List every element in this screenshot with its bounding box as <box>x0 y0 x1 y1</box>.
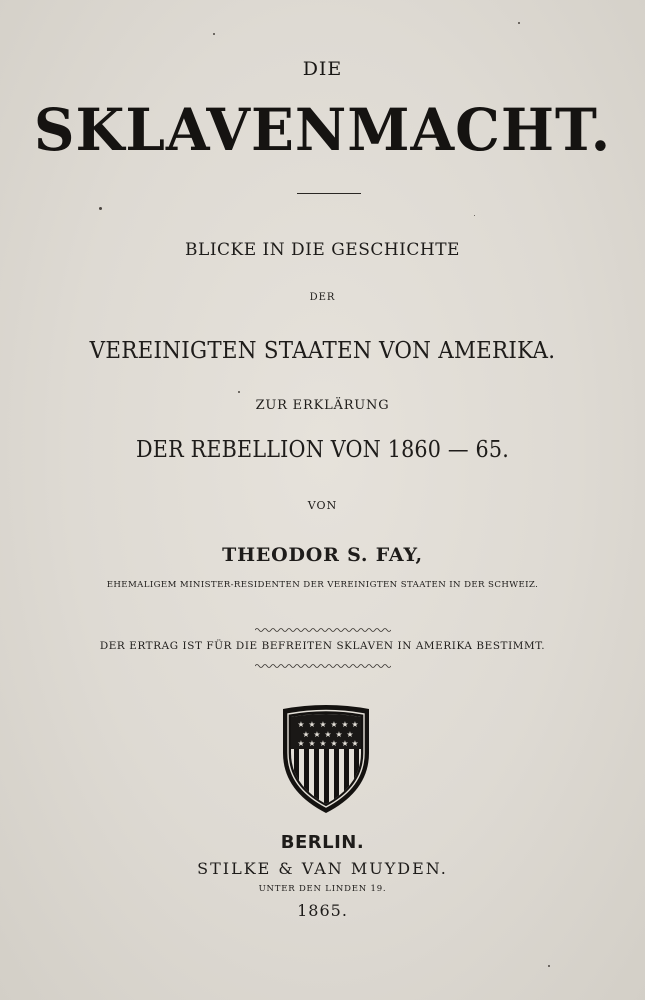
subtitle-line-1: BLICKE IN DIE GESCHICHTE <box>185 240 460 260</box>
svg-text:★: ★ <box>341 720 349 729</box>
pre-title: DIE <box>302 58 343 80</box>
author-name: THEODOR S. FAY, <box>222 544 423 566</box>
proceeds-note: DER ERTRAG IST FÜR DIE BEFREITEN SKLAVEN IN AMERIKA BESTIMMT. <box>99 640 546 652</box>
paper-speck <box>213 33 215 35</box>
main-title: SKLAVENMACHT. <box>33 96 612 164</box>
svg-text:★: ★ <box>313 730 321 739</box>
svg-text:★: ★ <box>351 720 359 729</box>
svg-text:★: ★ <box>341 739 349 748</box>
svg-text:★: ★ <box>319 720 327 729</box>
svg-text:★: ★ <box>330 720 338 729</box>
title-divider <box>297 193 361 194</box>
svg-text:★: ★ <box>346 730 354 739</box>
svg-text:★: ★ <box>324 730 332 739</box>
publication-year: 1865. <box>297 901 348 920</box>
svg-text:★: ★ <box>308 739 316 748</box>
union-shield-icon <box>279 703 373 815</box>
svg-text:★: ★ <box>330 739 338 748</box>
publisher-address: UNTER DEN LINDEN 19. <box>258 884 387 894</box>
subtitle-line-2: VEREINIGTEN STAATEN VON AMERIKA. <box>89 338 556 364</box>
paper-speck <box>99 207 102 210</box>
svg-text:★: ★ <box>297 739 305 748</box>
publication-place: BERLIN. <box>280 832 365 853</box>
paper-speck <box>474 215 475 216</box>
paper-speck <box>238 391 240 393</box>
paper-speck <box>548 965 550 967</box>
ornamental-wavy-rule-top <box>255 627 391 633</box>
svg-text:★: ★ <box>319 739 327 748</box>
svg-text:★: ★ <box>308 720 316 729</box>
svg-text:★: ★ <box>351 739 359 748</box>
publisher-name: STILKE & VAN MUYDEN. <box>197 859 448 878</box>
subtitle-connector: DER <box>309 292 336 303</box>
byline-word: VON <box>307 499 338 512</box>
purpose-intro: ZUR ERKLÄRUNG <box>255 398 390 413</box>
ornamental-wavy-rule-bottom <box>255 663 391 669</box>
paper-speck <box>518 22 520 24</box>
author-affiliation: EHEMALIGEM MINISTER-RESIDENTEN DER VEREINIGTEN STAATEN IN DER SCHWEIZ. <box>106 580 539 590</box>
svg-text:★: ★ <box>297 720 305 729</box>
svg-text:★: ★ <box>302 730 310 739</box>
purpose-line: DER REBELLION VON 1860 — 65. <box>136 437 509 463</box>
svg-text:★: ★ <box>335 730 343 739</box>
